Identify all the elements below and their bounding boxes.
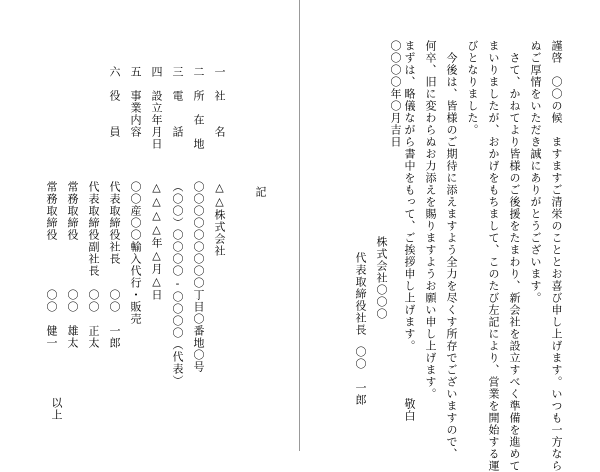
closing-keihaku: 敬白 — [403, 398, 416, 422]
officer-2: 代表取締役副社長 〇〇 正太 — [87, 181, 100, 349]
signer-title: 代表取締役社長 — [354, 252, 367, 336]
letter-line-6: 今後は、皆様のご期待に添えますよう全力を尽くす所存でございますので、 — [445, 52, 458, 460]
item-2-value: 〇〇〇〇〇〇〇〇〇丁目〇番地〇号 — [192, 181, 205, 373]
item-3-value: （〇〇）〇〇〇〇-〇〇〇〇（代表） — [171, 181, 184, 387]
item-5-label: 五 事業内容 — [129, 66, 142, 138]
notice-end-ijo: 以上 — [50, 397, 63, 421]
item-5-value: 〇〇産〇〇輸入代行・販売 — [129, 181, 142, 325]
notice-heading: 記 — [254, 186, 267, 198]
officer-3: 常務取締役 〇〇 雄太 — [66, 181, 79, 349]
item-4-value: △△△△年△月△日 — [150, 181, 163, 301]
officer-4: 常務取締役 〇〇 健一 — [45, 181, 58, 349]
item-3-label: 三 電 話 — [171, 66, 184, 138]
company-name: 株式会社〇〇〇 — [375, 236, 388, 320]
letter-date: 〇〇〇〇年〇月吉日 — [389, 40, 402, 148]
letter-line-4: まいりましたが、おかげをもちまして、このたび左記により、営業を開始する運 — [487, 40, 500, 472]
letter-line-8: まずは、略儀ながら書中をもって、ご挨拶申し上げます。 — [403, 40, 416, 352]
letter-line-1: 謹啓 〇〇の候 ますますご清栄のこととお喜び申し上げます。いつも一方なら — [550, 40, 563, 472]
item-2-label: 二 所 在 地 — [192, 66, 205, 150]
officer-1: 代表取締役社長 〇〇 一郎 — [108, 181, 121, 349]
item-1-value: △△株式会社 — [213, 181, 226, 257]
letter-line-2: ぬご厚情をいただき誠にありがとうございます。 — [529, 40, 542, 304]
item-1-label: 一 社 名 — [213, 66, 226, 138]
letter-line-7: 何卒、旧に変わらぬお力添えを賜りますようお願い申し上げます。 — [424, 40, 437, 400]
signer-name: 〇〇 一郎 — [354, 346, 367, 406]
page-divider — [299, 0, 300, 451]
letter-line-5: びとなりました。 — [466, 40, 479, 136]
item-4-label: 四 設立年月日 — [150, 66, 163, 150]
item-6-label: 六 役 員 — [108, 66, 121, 138]
letter-line-3: さて、かねてより皆様のご後援をたまわり、新会社を設立すべく準備を進めて — [508, 52, 521, 472]
